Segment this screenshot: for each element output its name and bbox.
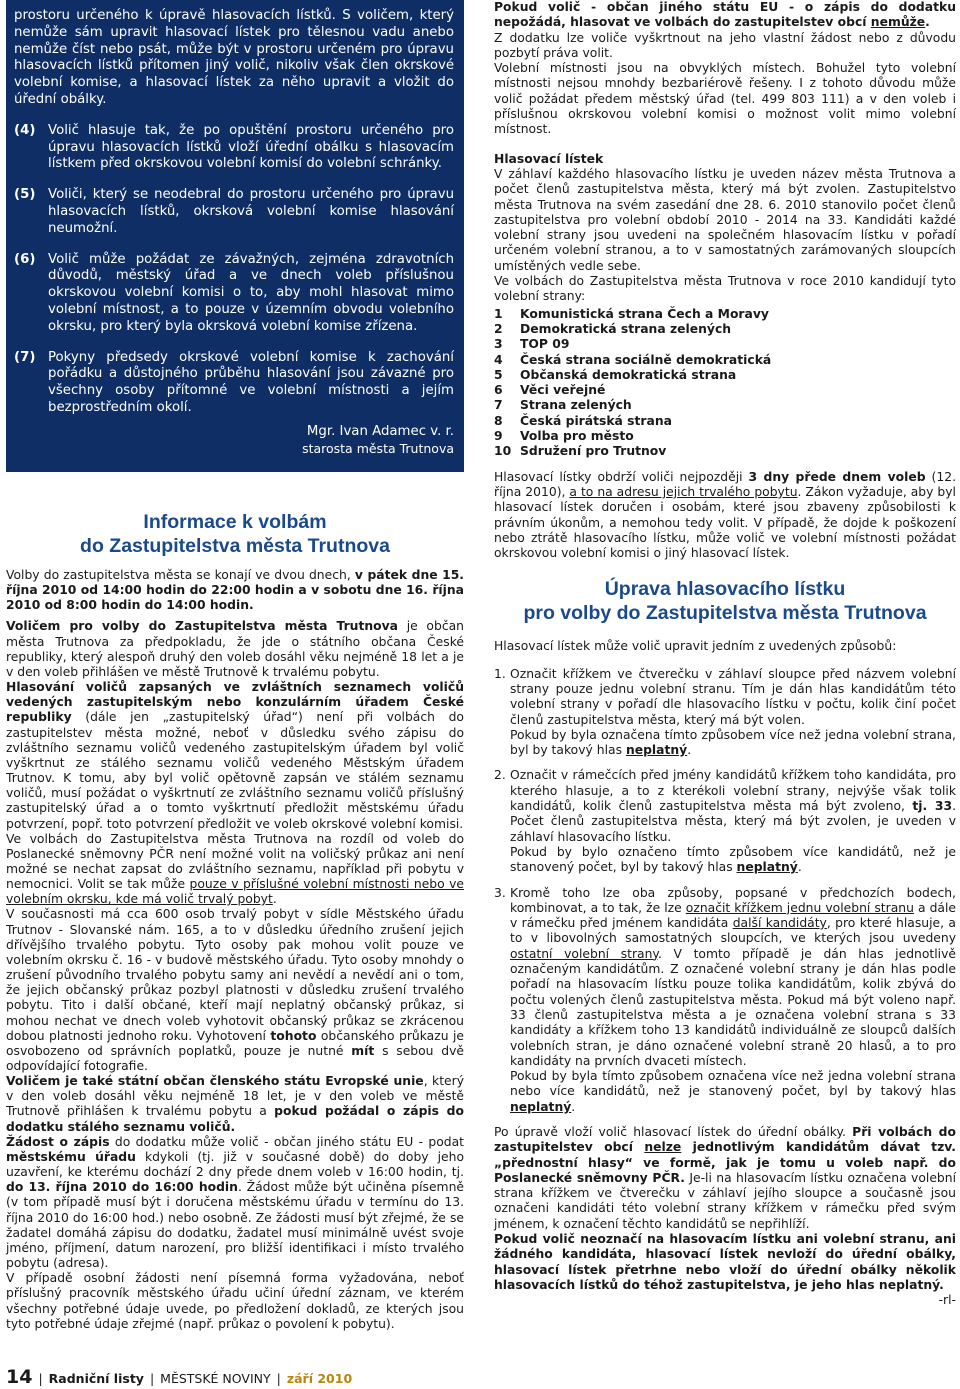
party-item: 5 Občanská demokratická strana bbox=[494, 367, 737, 382]
section-title-ballot: Hlasovací lístek bbox=[494, 151, 604, 166]
footer-divider: | bbox=[276, 1371, 281, 1386]
party-item: 9 Volba pro město bbox=[494, 429, 634, 444]
paragraph: Volby do zastupitelstva města se konají ve dvou dnech, v pátek dne 15. října 2010 od 14:00 hodin do 22:00 hodin a v sobotu dne 16. října 2010 od 8:00 hodin do 14:00 hodin. bbox=[6, 568, 464, 613]
procedure-item-2: 2. Označit v rámečcích před jmény kandidátů křížkem toho kandidáta, pro kterého hlasuje, a to z kterékoli volební strany, nejvýše však tolik kandidátů, kolik členů zastupitelstva města má být zvoleno, tj. 33. Počet členů zastupitelstva města, který má být zvolen, je uveden v záhlaví hlasovacího lístku. Pokud by bylo označeno tímto způsobem více kandidátů, než je stanovený počet, byl by takový hlas neplatný. bbox=[494, 768, 957, 875]
paragraph: Hlasování voličů zapsaných ve zvláštních seznamech voličů vedených zastupitelským nebo konzulárním úřadem České republiky (dále jen „zastupitelský úřad“) není při volbách do zastupitelstev města možné, neboť v důsledku svého zápisu do zvláštního seznamu voličů vedeného zastupitelským úřadem byl volič vyškrtnut ze stálého seznamu voličů vedeného Městským úřadem Trutnov. K tomu, aby byl volič opětovně zapsán ve stálém seznamu voličů, musí požádat o vyškrtnutí ze zvláštního seznamu voličů příslušný zastupitelský úřad a o tomto vyškrtnutí předložit městskému úřadu potvrzení, popř. toto potvrzení předložit ve voleb okrskové volební komisi. bbox=[6, 680, 464, 831]
procedure-item-1: 1. Označit křížkem ve čtverečku v záhlaví sloupce před názvem volební strany pouze jednu volební stranu. Tím je dán hlas kandidátům této volební strany v pořadí dle hlasovacího lístku v počtu, kolik činí počet členů zastupitelstva města, který má být volen. Pokud by byla označena tímto způsobem více než jedna volební strana, byl by takový hlas neplatný. bbox=[494, 666, 956, 758]
party-item: 7 Strana zelených bbox=[494, 398, 632, 413]
paragraph: Ve volbách do Zastupitelstva města Trutnova na rozdíl od voleb do Poslanecké sněmovny PČR není možné volit na voličský průkaz ani není možné se nechat zapsat do zvláštního seznamu, například při pobytu v nemocnici. Volit se tak může pouze v příslušné volební místnosti nebo ve volebním okrsku, kde má volič trvalý pobyt. bbox=[6, 831, 465, 907]
footer-divider: | bbox=[38, 1371, 43, 1386]
right-article-body bbox=[494, 0, 956, 561]
election-info-heading: Informace k volbám do Zastupitelstva města Trutnova bbox=[80, 511, 390, 557]
party-item: 6 Věci veřejné bbox=[494, 383, 606, 398]
rule-item-6: (6) Volič může požádat ze závažných, zejména zdravotních důvodů, městský úřad a ve dnech voleb příslušnou okrskovou volební komisi o to, aby mohl hlasovat mimo volební místnost, a to pouze v územním obvodu volebního okrsku, pro který byla okrsková volební komise zřízena. bbox=[14, 251, 454, 334]
procedure-body bbox=[494, 639, 956, 1308]
publication-title: Radniční listy bbox=[48, 1371, 144, 1386]
left-article-body bbox=[6, 568, 464, 1332]
paragraph: Ve volbách do Zastupitelstva města Trutnova v roce 2010 kandidují tyto volební strany: bbox=[494, 274, 956, 304]
party-item: 1 Komunistická strana Čech a Moravy bbox=[494, 306, 769, 321]
navy-intro: prostoru určeného k úpravě hlasovacích lístků. S voličem, který nemůže sám upravit hlasovací lístek pro tělesnou vadu anebo nemůže číst nebo psát, může být v prostoru určeném pro úpravu hlasovacích lístků přítomen jiný volič, nikoliv však člen okrskové volební komise, a hlasovací lístek za něho upravit a vložit do úřední obálky. bbox=[14, 8, 454, 107]
publication-section: MĚSTSKÉ NOVINY bbox=[160, 1371, 271, 1386]
footer-divider: | bbox=[149, 1371, 155, 1386]
paragraph: V současnosti má cca 600 osob trvalý pobyt v sídle Městského úřadu Trutnov - Slovanské nám. 165, a to v důsledku úředního zrušení jejich dřívějšího trvalého pobytu. Tyto osoby pak mohou volit pouze ve volebním okrsku č. 16 - v budově městského úřadu. Tyto osoby mnohdy o zrušení původního trvalého pobytu samy ani nevědí a nevědí ani o tom, že jejich občanský průkaz pozbyl platnosti v důsledku zrušení trvalého pobytu. Tito i další občané, kteří mají neplatný občanský průkaz, si mohou nechat ve dnech voleb vyhotovit občanský průkaz se zkrácenou dobou platnosti jednoho roku. Vyhotovení tohoto občanského průkazu je osvobozeno od správních poplatků, pouze je nutné mít s sebou dvě odpovídající fotografie. bbox=[6, 907, 465, 1073]
paragraph: V záhlaví každého hlasovacího lístku je uveden název města Trutnova a počet členů zastupitelstva města, který má být zvolen. Zastupitelstvo města Trutnova na svém zasedání dne 28. 6. 2010 stanovilo počet členů zastupitelstva pro volební období 2010 - 2014 na 33. Kandidáti každé volební strany jsou uvedeni na společném hlasovacím lístku v pořadí určeném volební stranou, a to v samostatných zarámovaných sloupcích umístěných vedle sebe. bbox=[494, 166, 956, 273]
paragraph: Hlasovací lístky obdrží voliči nejpozději 3 dny přede dnem voleb (12. října 2010), a to na adresu jejich trvalého pobytu. Zákon vyžaduje, aby byl hlasovací lístek doručen i osobám, které jsou zbaveny způsobilosti k právním úkonům, a nemohou tedy volit. V případě, že dojde k poškození nebo ztrátě hlasovacího lístku, může volič ve volební místnosti požádat okrskovou volební komisi o jiný hlasovací lístek. bbox=[494, 469, 956, 561]
paragraph: Pokud volič neoznačí na hlasovacím lístku ani volební stranu, ani žádného kandidáta, hlasovací lístek nevloží do úřední obálky, hlasovací lístek přetrhne nebo vloží do úřední obálky několik hlasovacích lístků do téhož zastupitelstva, je jeho hlas neplatný. bbox=[494, 1232, 956, 1292]
mayor-signature: Mgr. Ivan Adamec v. r. starosta města Trutnova bbox=[302, 423, 454, 456]
paragraph: Pokud volič - občan jiného státu EU - o zápis do dodatku nepožádá, hlasovat ve volbách do zastupitelstev obcí nemůže. bbox=[494, 0, 956, 30]
party-item: 8 Česká pirátská strana bbox=[494, 413, 672, 428]
procedure-intro: Hlasovací lístek může volič upravit jedním z uvedených způsobů: bbox=[494, 639, 897, 654]
paragraph: V případě osobní žádosti není písemná forma vyžadována, neboť příslušný pracovník městského úřadu učiní úřední záznam, ve kterém všechny potřebné údaje uvede, po předložení dokladů, ze kterých jsou tyto potřebné údaje zřejmé (např. průkaz o povolení k pobytu). bbox=[6, 1271, 464, 1331]
party-list bbox=[494, 307, 956, 460]
party-item: 4 Česká strana sociálně demokratická bbox=[494, 352, 772, 367]
navy-info-box bbox=[6, 0, 464, 472]
left-column bbox=[6, 0, 464, 1332]
ballot-adjustment-heading: Úprava hlasovacího lístku pro volby do Zastupitelstva města Trutnova bbox=[523, 578, 927, 625]
party-item: 10 Sdružení pro Trutnov bbox=[494, 444, 667, 459]
paragraph: Z dodatku lze voliče vyškrtnout na jeho vlastní žádost nebo z důvodu pozbytí práva volit. bbox=[494, 30, 956, 60]
issue-date: září 2010 bbox=[286, 1371, 353, 1386]
party-item: 3 TOP 09 bbox=[494, 337, 570, 352]
right-column bbox=[494, 0, 956, 1309]
paragraph: Volební místnosti jsou na obvyklých místech. Bohužel tyto volební místnosti nejsou mnohdy bezbariérově řešeny. I z tohoto důvodu může volič požádat předem městský úřad (tel. 499 803 111) a v den voleb i příslušnou okrskovou volební komisi o možnost volit mimo volební místnost. bbox=[494, 61, 956, 137]
paragraph: Voličem je také státní občan členského státu Evropské unie, který v den voleb dosáhl věku nejméně 18 let, je v den voleb ve městě Trutnově přihlášen k trvalému pobytu a pokud požádal o zápis do dodatku stálého seznamu voličů. bbox=[6, 1074, 465, 1134]
rule-item-7: (7) Pokyny předsedy okrskové volební komise k zachování pořádku a důstojného průběhu hlasování jsou závazné pro všechny osoby přítomné ve volební místnosti a jejím bezprostředním okolí. bbox=[14, 349, 454, 415]
paragraph: Po úpravě vloží volič hlasovací lístek do úřední obálky. Při volbách do zastupitelstev obcí nelze jednotlivým kandidátům dávat tzv. „přednostní hlasy“ ve formě, jak je tomu u voleb např. do Poslanecké sněmovny PČR. Je-li na hlasovacím lístku označena volební strana křížkem ve čtverečku v záhlaví jejího sloupce a současně jsou označeni kandidáti této volební strany křížkem v rámečku před svým jménem, k označení těchto kandidátů se nepřihlíží. bbox=[494, 1125, 957, 1231]
author-signature: -rl- bbox=[938, 1293, 956, 1308]
rule-item-4: (4) Volič hlasuje tak, že po opuštění prostoru určeného pro úpravu hlasovacích lístků vloží úřední obálku s hlasovacím lístkem před okrskovou volební komisí do volební schránky. bbox=[14, 122, 454, 172]
page-footer bbox=[6, 1366, 352, 1388]
page-number: 14 bbox=[6, 1366, 33, 1388]
paragraph: Voličem pro volby do Zastupitelstva města Trutnova je občan města Trutnova za předpokladu, že jde o státního občana České republiky, který alespoň druhý den voleb dosáhl věku nejméně 18 let a je v den voleb přihlášen ve městě Trutnově k trvalému pobytu. bbox=[6, 619, 464, 679]
paragraph: Žádost o zápis do dodatku může volič - občan jiného státu EU - podat městskému úřadu kdykoli (tj. již v současné době) do doby jeho uzavření, ke kterému dochází 2 dny přede dnem voleb v 16:00 hodin, tj. do 13. října 2010 do 16:00 hodin. Žádost může být učiněna písemně (v tom případě musí být i doručena městskému úřadu v termínu do 13. října 2010 do 16:00 hod.) nebo osobně. Ze žádosti musí být zřejmé, že se žadatel domáhá zápisu do dodatku, žadatel musí minimálně uvést svoje jméno, příjmení, datum narození, pro bližší identifikaci i místo trvalého pobytu (adresa). bbox=[6, 1134, 464, 1271]
rule-item-5: (5) Voliči, který se neodebral do prostoru určeného pro úpravu hlasovacích lístků, okrsková volební komise hlasování neumožní. bbox=[14, 187, 454, 236]
party-item: 2 Demokratická strana zelených bbox=[494, 321, 732, 336]
procedure-item-3: 3. Kromě toho lze oba způsoby, popsané v předchozích bodech, kombinovat, a to tak, že lze označit křížkem jednu volební stranu a dále v rámečku před jménem kandidáta další kandidáty, pro které hlasuje, a to v libovolných samostatných sloupcích, ve kterých jsou uvedeny ostatní volební strany. V tomto případě je dán hlas jednotlivě označeným kandidátům. Z označené volební strany je dán hlas podle pořadí na hlasovacím lístku pouze tolika kandidátům, kolik zbývá do počtu volených členů zastupitelstva města. Pokud má být voleno např. 33 členů zastupitelstva města a je označena volební strana s 33 kandidáty a křížkem toho 13 kandidátů individuálně ze sloupců dalších volebních stran, je dáno označené volební straně 20 hlasů, a to pro kandidáty na prvních dvaceti místech. Pokud by byla tímto způsobem označena více než jedna volební strana nebo více kandidátů, než je stanovený počet, byl by takový hlas neplatný. bbox=[494, 885, 957, 1114]
